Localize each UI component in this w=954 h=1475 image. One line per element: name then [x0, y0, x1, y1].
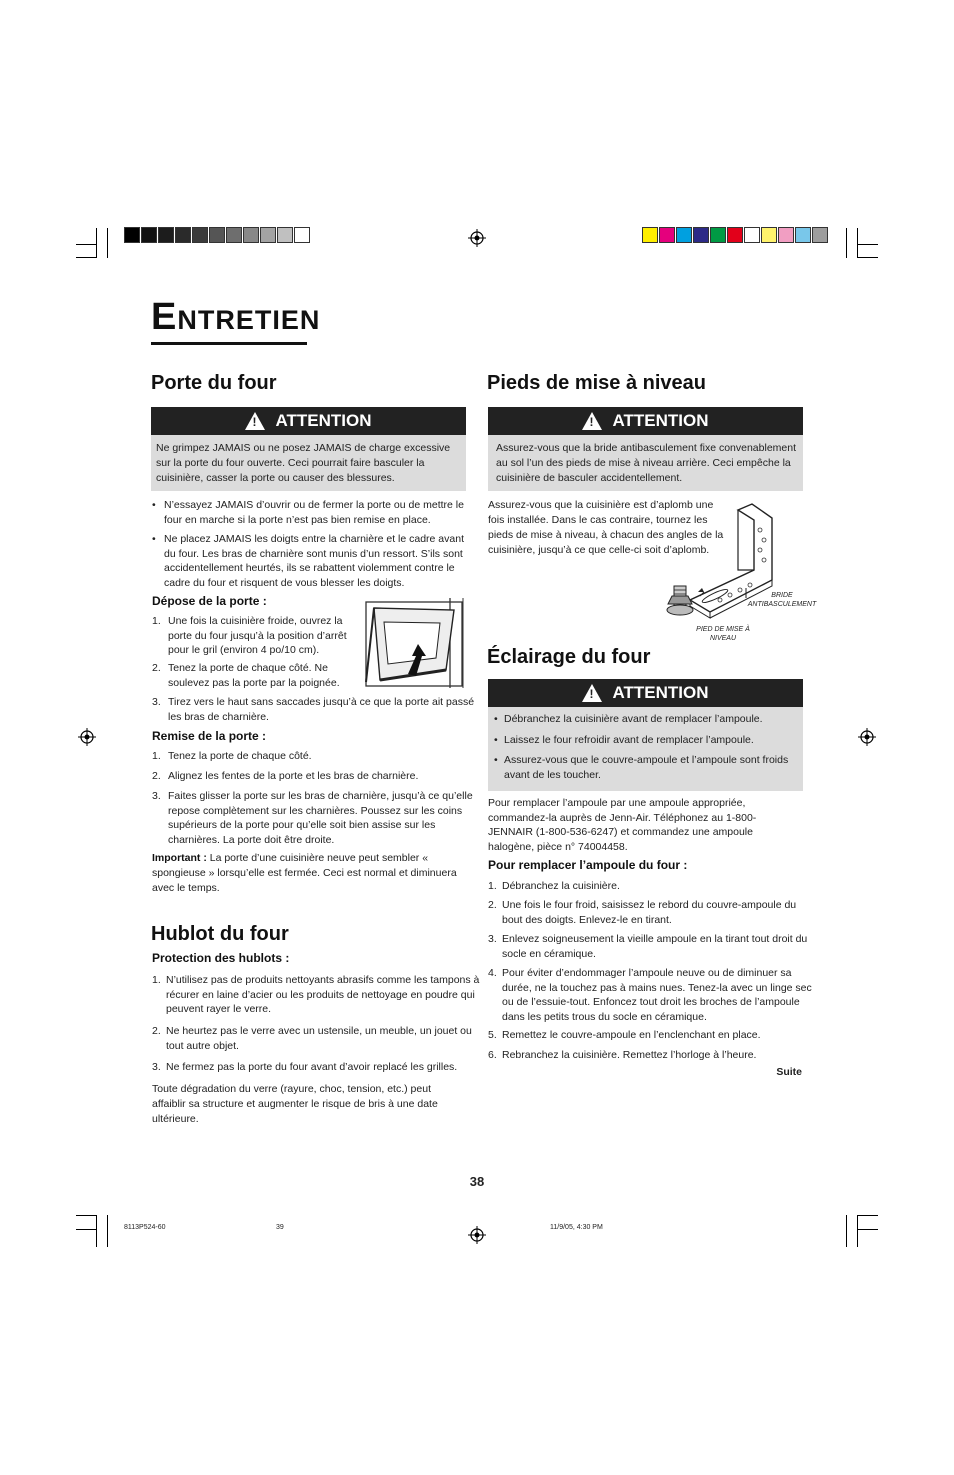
list-item: 3. Tirez vers le haut sans saccades jusqu’à ce que la porte ait passé les bras de charnière.: [152, 696, 475, 723]
color-swatch: [795, 227, 811, 243]
color-swatch: [812, 227, 828, 243]
list-item: 1. Débranchez la cuisinière.: [488, 880, 620, 892]
color-swatch: [277, 227, 293, 243]
color-swatch: [243, 227, 259, 243]
heading-porte-du-four: Porte du four: [151, 372, 277, 394]
list-item: 2. Ne heurtez pas le verre avec un ustensile, un meuble, un jouet ou tout autre objet.: [152, 1025, 472, 1052]
registration-target-icon: [468, 1226, 486, 1244]
list-item: • N’essayez JAMAIS d’ouvrir ou de fermer la porte ou de mettre le four en marche si la porte n’est pas bien remise en place.: [152, 499, 464, 526]
list-item: 6. Rebranchez la cuisinière. Remettez l’horloge à l’heure.: [488, 1049, 757, 1061]
paragraph: Toute dégradation du verre (rayure, choc, tension, etc.) peut affaiblir sa structure et augmenter le risque de bris à une date ultérieure.: [152, 1083, 438, 1125]
attention-text: Ne grimpez JAMAIS ou ne posez JAMAIS de charge excessive sur la porte du four ouverte. Ceci pourrait faire basculer la cuisinière, casser la porte ou causer des blessures.: [151, 435, 466, 491]
color-swatch: [124, 227, 140, 243]
subheading-remise: Remise de la porte :: [152, 729, 267, 743]
color-swatch: [141, 227, 157, 243]
heading-hublot-du-four: Hublot du four: [151, 923, 289, 945]
subheading-depose: Dépose de la porte :: [152, 594, 267, 608]
list-item: • Laissez le four refroidir avant de remplacer l’ampoule.: [494, 733, 754, 746]
heading-eclairage-du-four: Éclairage du four: [487, 646, 651, 668]
page-number: 38: [469, 1174, 485, 1189]
list-item: 1. Une fois la cuisinière froide, ouvrez la porte du four jusqu’à la position d’arrêt pour le gril (environ 4 po/10 cm).: [152, 615, 347, 656]
list-item: 5. Remettez le couvre-ampoule en l’enclenchant en place.: [488, 1029, 761, 1041]
list-item: • Ne placez JAMAIS les doigts entre la charnière et le cadre avant du four. Les bras de charnière sont munis d’un ressort. S’ils sont accidentellement heurtés, ils se rabattent violemment contre le cadre du four et risquent de vous blesser les doigts.: [152, 533, 464, 589]
color-swatch: [761, 227, 777, 243]
color-swatch: [710, 227, 726, 243]
footer-date: 11/9/05, 4:30 PM: [550, 1224, 603, 1231]
list-item: 1. Tenez la porte de chaque côté.: [152, 750, 312, 762]
color-swatch: [659, 227, 675, 243]
paragraph: Assurez-vous que la cuisinière est d’aplomb une fois installée. Dans le cas contraire, tournez les pieds de mise à niveau, à chacun des angles de la cuisinière, jusqu’à ce que celle-ci soit d’aplomb.: [488, 499, 724, 556]
color-swatch: [676, 227, 692, 243]
attention-bar: [488, 407, 803, 435]
list-item: 1. N’utilisez pas de produits nettoyants abrasifs comme les tampons à récurer en laine d’acier ou les produits de nettoyage en poudre qui peuvent rayer le verre.: [152, 974, 480, 1015]
warning-icon: !: [582, 412, 602, 430]
subheading-remplacer-ampoule: Pour remplacer l’ampoule du four :: [488, 858, 688, 872]
color-swatch: [294, 227, 310, 243]
list-item: • Assurez-vous que le couvre-ampoule et l’ampoule sont froids avant de les toucher.: [494, 754, 789, 781]
label-bride: BRIDE ANTIBASCULEMENT: [747, 592, 817, 608]
list-item: 3. Faites glisser la porte sur les bras de charnière, jusqu’à ce qu’elle repose complètement sur les charnières. Poussez sur les coins supérieurs de la porte pour qu’elle soit bien assise sur les charnières. La porte doit être droite.: [152, 790, 473, 846]
attention-label: ATTENTION: [275, 411, 372, 430]
footer-sheet: 39: [276, 1224, 284, 1231]
color-swatch: [642, 227, 658, 243]
color-swatch: [727, 227, 743, 243]
warning-icon: !: [582, 684, 602, 702]
important-note: Important : La porte d’une cuisinière neuve peut sembler « spongieuse » lorsqu’elle est fermée. Ceci est normal et diminuera avec le temps.: [152, 852, 457, 894]
attention-text: Assurez-vous que la bride antibasculement fixe convenablement au sol l’un des pieds de mise à niveau arrière. Ceci empêche la cuisinière de basculer accidentellement.: [488, 435, 803, 491]
color-swatch: [192, 227, 208, 243]
registration-target-icon: [78, 728, 96, 746]
color-swatch: [778, 227, 794, 243]
paragraph: Pour remplacer l’ampoule par une ampoule appropriée, commandez-la auprès de Jenn-Air. Téléphonez au 1-800-JENNAIR (1-800-536-6247) et commandez une ampoule halogène, pièce n° 74004458.: [488, 797, 757, 853]
suite-label: Suite: [776, 1066, 802, 1078]
warning-icon: !: [245, 412, 265, 430]
list-item: • Débranchez la cuisinière avant de remplacer l’ampoule.: [494, 713, 763, 725]
page-title: Entretien: [151, 296, 321, 338]
footer-code: 8113P524-60: [124, 1224, 166, 1231]
color-swatch: [260, 227, 276, 243]
oven-door-illustration: [360, 598, 468, 690]
color-swatch: [158, 227, 174, 243]
list-item: 4. Pour éviter d’endommager l’ampoule neuve ou de diminuer sa durée, ne la touchez pas à mains nues. Tenez-la avec un linge sec ou de l’essuie-tout. Enfoncez tout droit les broches de l’ampoule dans les petits trous du socle en céramique.: [488, 967, 812, 1023]
label-pied: PIED DE MISE À NIVEAU: [696, 626, 750, 642]
heading-pieds-de-mise-a-niveau: Pieds de mise à niveau: [487, 372, 706, 394]
list-item: 2. Alignez les fentes de la porte et les bras de charnière.: [152, 770, 419, 782]
list-item: 3. Ne fermez pas la porte du four avant d’avoir replacé les grilles.: [152, 1061, 458, 1073]
subheading-protection: Protection des hublots :: [152, 951, 290, 965]
attention-label: ATTENTION: [612, 683, 709, 702]
color-swatch: [226, 227, 242, 243]
list-item: 2. Une fois le four froid, saisissez le rebord du couvre-ampoule du bout des doigts. Enlevez-le en tirant.: [488, 899, 797, 926]
registration-target-icon: [468, 229, 486, 247]
color-swatch: [744, 227, 760, 243]
title-rule: [151, 342, 307, 345]
color-swatch: [175, 227, 191, 243]
list-item: 3. Enlevez soigneusement la vieille ampoule en la tirant tout droit du socle en céramique.: [488, 933, 808, 960]
attention-label: ATTENTION: [612, 411, 709, 430]
color-swatch: [693, 227, 709, 243]
attention-list: [488, 707, 803, 791]
attention-bar: [488, 679, 803, 707]
list-item: 2. Tenez la porte de chaque côté. Ne soulevez pas la porte par la poignée.: [152, 662, 340, 689]
color-swatch: [209, 227, 225, 243]
attention-bar: [151, 407, 466, 435]
registration-target-icon: [858, 728, 876, 746]
